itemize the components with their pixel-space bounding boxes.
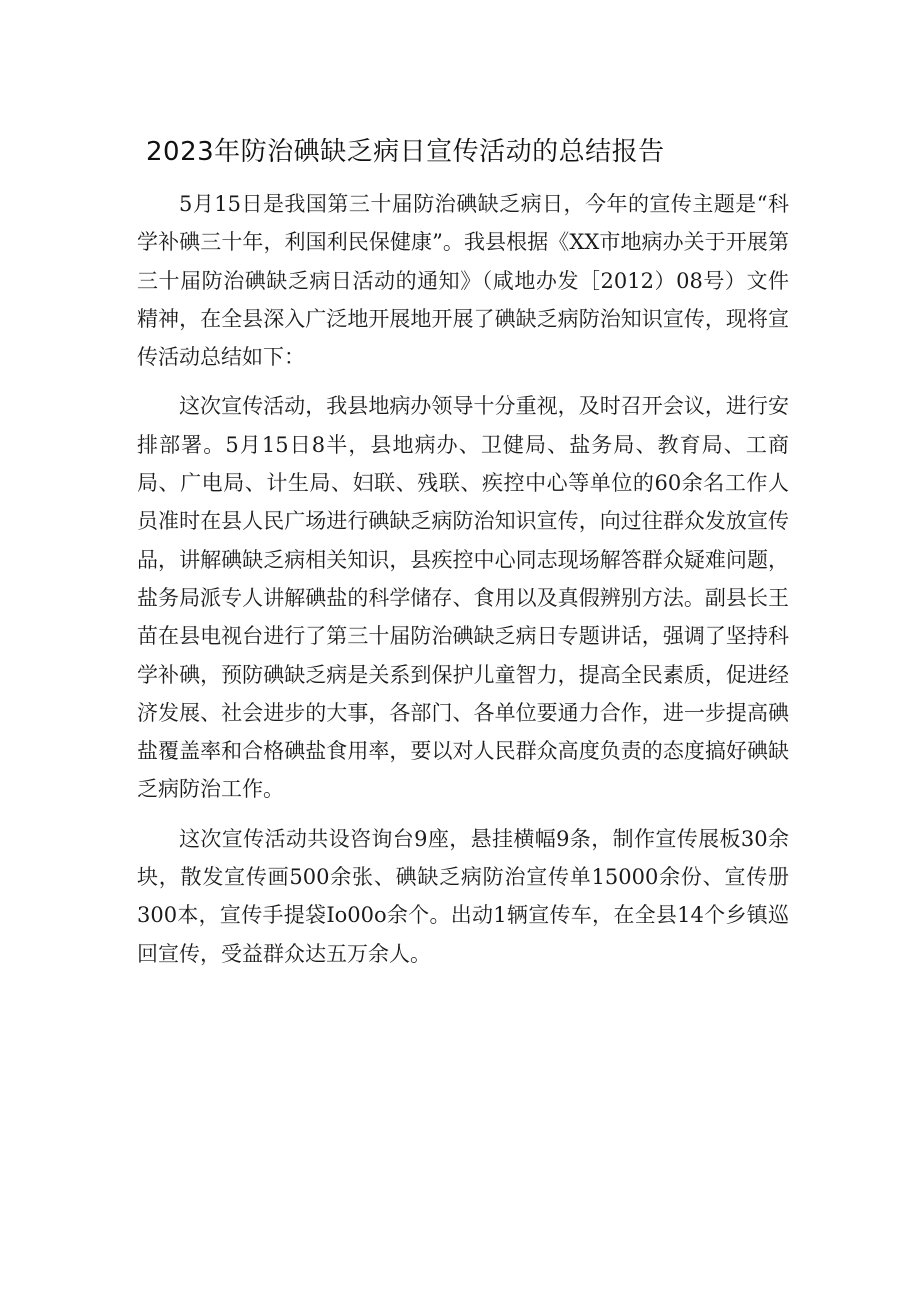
paragraph-activity: 这次宣传活动，我县地病办领导十分重视，及时召开会议，进行安排部署。5月15日8半，县地病办、卫健局、盐务局、教育局、工商局、广电局、计生局、妇联、残联、疾控中心等单位的60余名工作人员准时在县人民广场进行碘缺乏病防治知识宣传，向过往群众发放宣传品，讲解碘缺乏病相关知识，县疾控中心同志现场解答群众疑难问题，盐务局派专人讲解碘盐的科学储存、食用以及真假辨别方法。副县长王苗在县电视台进行了第三十届防治碘缺乏病日专题讲话，强调了坚持科学补碘，预防碘缺乏病是关系到保护儿童智力，提高全民素质，促进经济发展、社会进步的大事，各部门、各单位要通力合作，进一步提高碘盐覆盖率和合格碘盐食用率，要以对人民群众高度负责的态度搞好碘缺乏病防治工作。 — [137, 394, 789, 802]
paragraph-statistics: 这次宣传活动共设咨询台9座，悬挂横幅9条，制作宣传展板30余块，散发宣传画500余张、碘缺乏病防治宣传单15000余份、宣传册300本，宣传手提袋Io00o余个。出动1辆宣传车，在全县14个乡镇巡回宣传，受益群众达五万余人。 — [137, 826, 789, 966]
document-body — [137, 185, 789, 973]
paragraph-intro: 5月15日是我国第三十届防治碘缺乏病日，今年的宣传主题是“科学补碘三十年，利国利民保健康”。我县根据《XX市地病办关于开展第三十届防治碘缺乏病日活动的通知》（咸地办发［2012）08号）文件精神，在全县深入广泛地开展地开展了碘缺乏病防治知识宣传，现将宣传活动总结如下： — [137, 192, 789, 370]
document-title: 2023年防治碘缺乏病日宣传活动的总结报告 — [146, 137, 665, 167]
